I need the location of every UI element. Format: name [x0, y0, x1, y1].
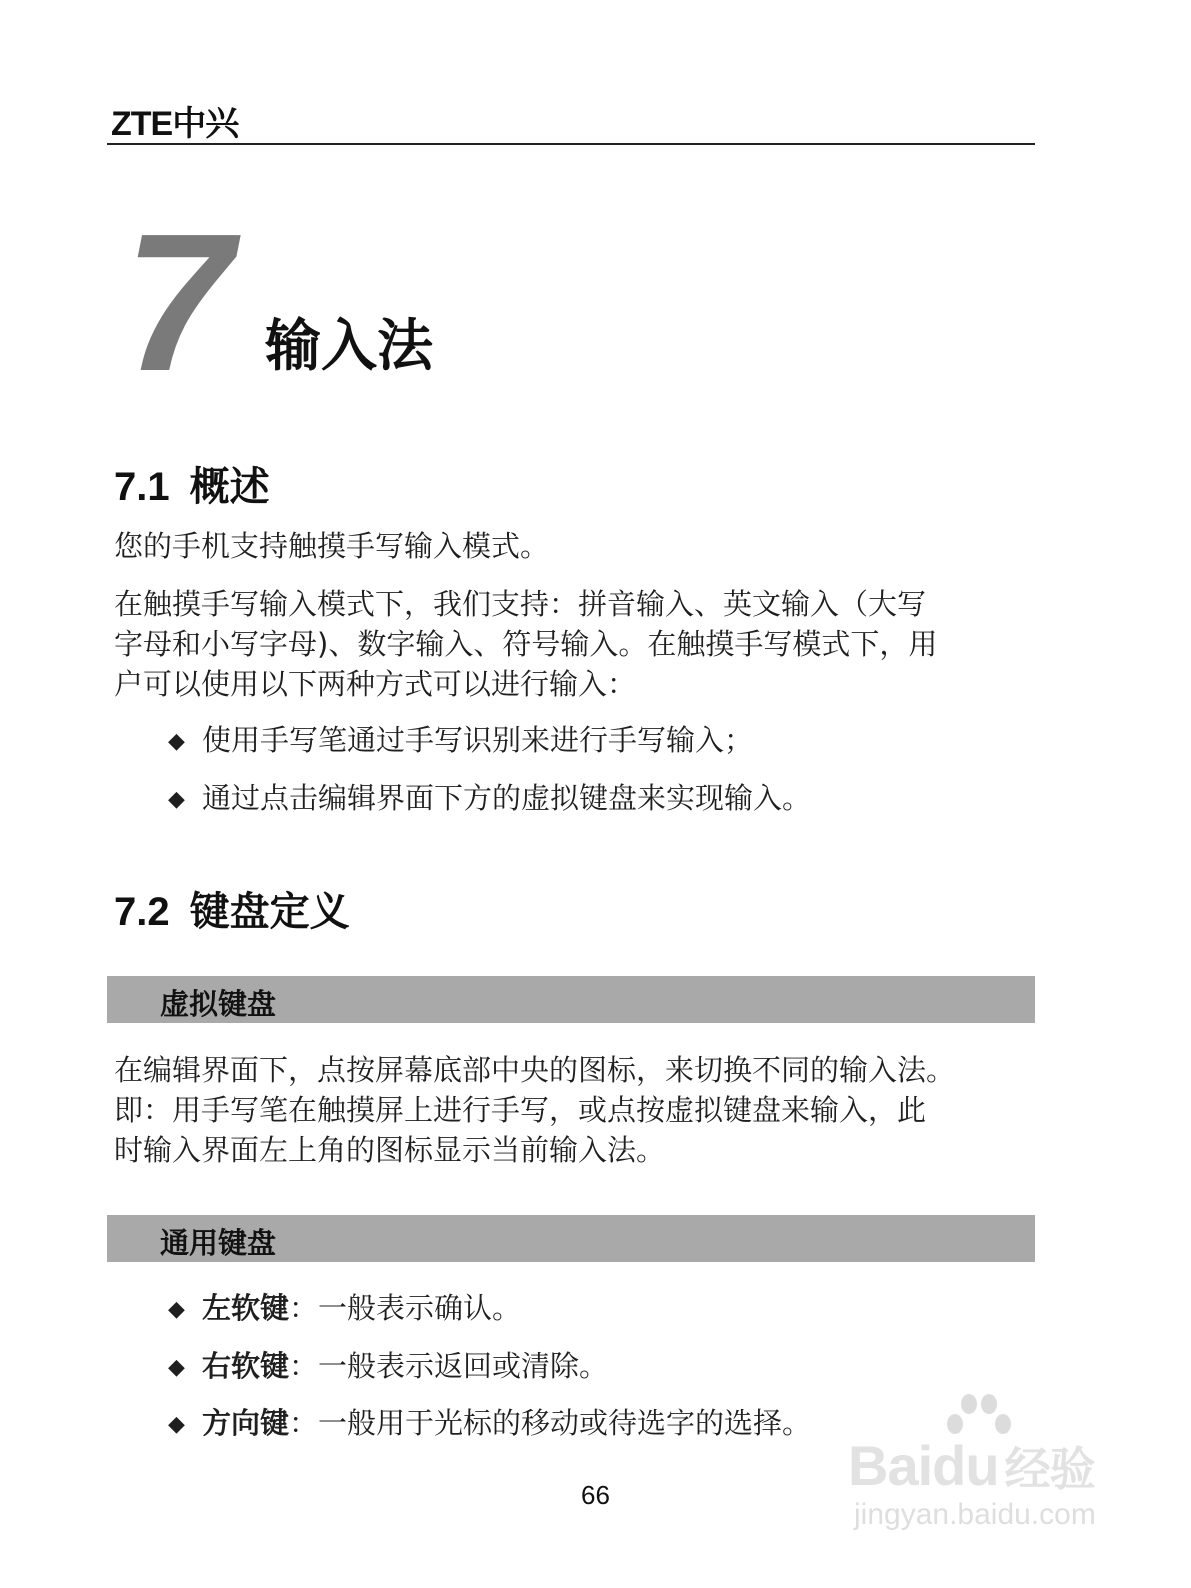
key-term: 左软键 — [202, 1291, 290, 1325]
list-item — [168, 720, 753, 762]
section-heading-7-1 — [114, 455, 270, 512]
paragraph-line: 时输入界面左上角的图标显示当前输入法。 — [114, 1133, 666, 1167]
list-item — [168, 1288, 521, 1330]
list-item-text: 使用手写笔通过手写识别来进行手写输入； — [202, 723, 754, 757]
section-heading-7-2 — [114, 880, 350, 937]
zte-logo: ZTE中兴 — [111, 105, 239, 143]
section-number: 7.1 — [114, 465, 170, 509]
watermark-logo — [848, 1433, 1095, 1499]
list-item — [168, 778, 811, 820]
list-item — [168, 1403, 811, 1445]
list-item — [168, 1346, 608, 1388]
header-divider — [107, 143, 1035, 145]
chapter-number: 7 — [124, 193, 234, 412]
key-description: ：一般表示返回或清除。 — [289, 1349, 609, 1383]
subheading-bar-general-keyboard — [107, 1215, 1035, 1262]
watermark-logo-text: Baidu — [848, 1434, 999, 1497]
paragraph-modes — [114, 584, 1034, 704]
paragraph-line: 在触摸手写输入模式下，我们支持：拼音输入、英文输入（大写 — [114, 587, 927, 621]
paragraph-line: 字母和小写字母)、数字输入、符号输入。在触摸手写模式下，用 — [114, 627, 938, 661]
page-number: 66 — [581, 1480, 610, 1510]
bullet-diamond-icon: ◆ — [168, 787, 185, 812]
subheading-bar-virtual-keyboard — [107, 976, 1035, 1023]
bullet-diamond-icon: ◆ — [168, 1297, 185, 1322]
bullet-diamond-icon: ◆ — [168, 1412, 185, 1437]
section-number: 7.2 — [114, 890, 170, 934]
baidu-watermark — [848, 1388, 1148, 1538]
bullet-diamond-icon: ◆ — [168, 1355, 185, 1380]
section-title: 概述 — [189, 464, 270, 510]
section-title: 键盘定义 — [189, 889, 350, 935]
paragraph-line: 在编辑界面下，点按屏幕底部中央的图标，来切换不同的输入法。 — [114, 1053, 956, 1087]
chapter-title: 输入法 — [265, 314, 433, 379]
paragraph-intro: 您的手机支持触摸手写输入模式。 — [114, 529, 550, 563]
bullet-diamond-icon: ◆ — [168, 729, 185, 754]
key-description: ：一般表示确认。 — [289, 1291, 522, 1325]
key-term: 方向键 — [202, 1406, 290, 1440]
paragraph-keyboard-switch — [114, 1050, 1034, 1170]
subheading-label: 通用键盘 — [160, 1226, 277, 1260]
key-term: 右软键 — [202, 1349, 290, 1383]
list-item-text: 通过点击编辑界面下方的虚拟键盘来实现输入。 — [202, 781, 812, 815]
key-description: ：一般用于光标的移动或待选字的选择。 — [289, 1406, 812, 1440]
watermark-logo-cn: 经验 — [1004, 1442, 1095, 1496]
subheading-label: 虚拟键盘 — [160, 987, 277, 1021]
paragraph-line: 户可以使用以下两种方式可以进行输入： — [114, 667, 637, 701]
paragraph-line: 即：用手写笔在触摸屏上进行手写，或点按虚拟键盘来输入，此 — [114, 1093, 927, 1127]
watermark-url: jingyan.baidu.com — [854, 1498, 1096, 1531]
